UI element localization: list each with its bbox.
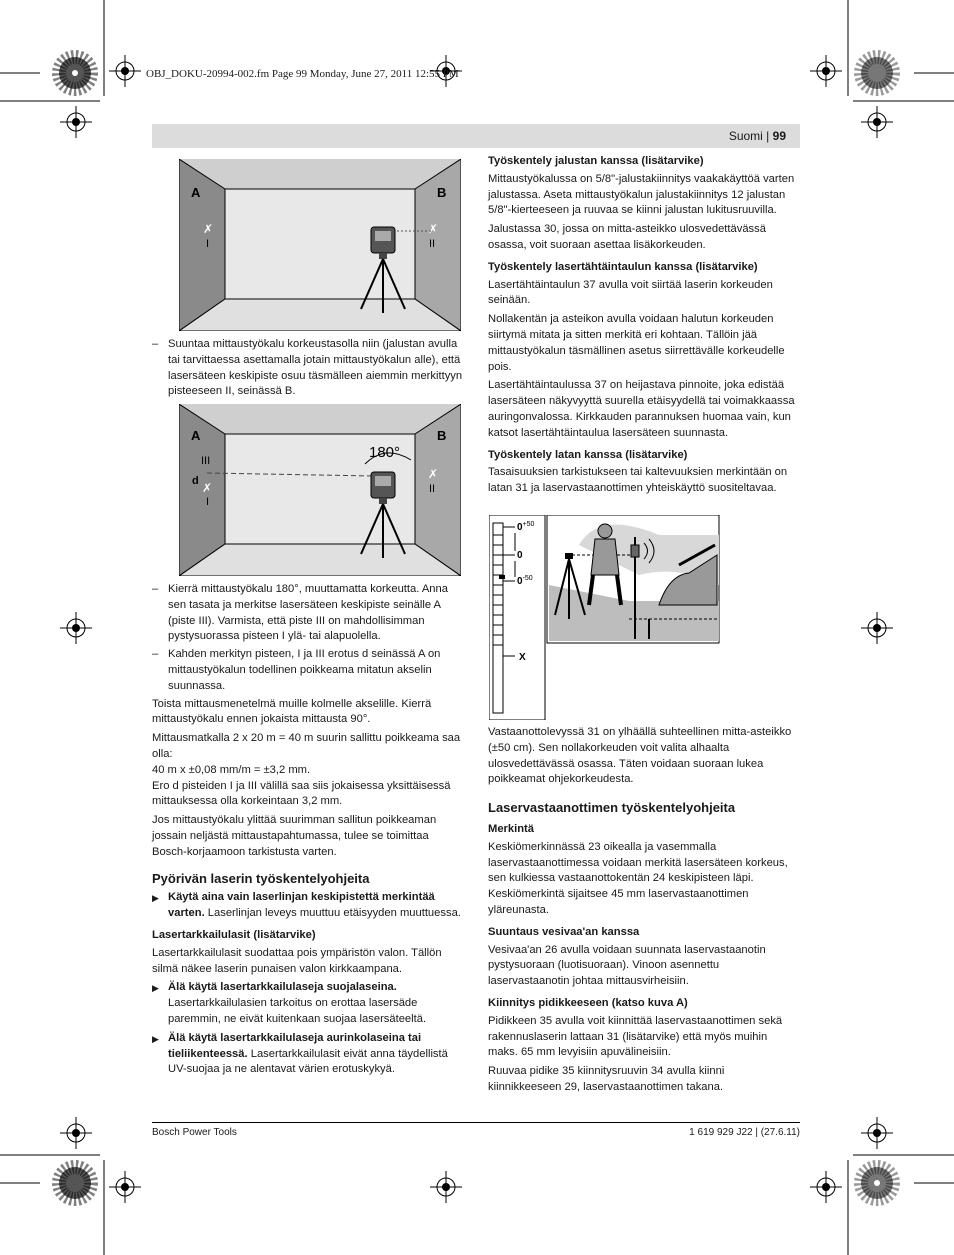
figure-room-measure-1 xyxy=(179,159,461,331)
scale-minus50: $0^{-50}$ xyxy=(517,575,533,587)
paragraph-tripod-2: Jalustassa 30, jossa on mitta-asteikko ulosvedettävässä osassa, voit suoraan asettaa lisäkorkeuden. xyxy=(488,223,766,251)
point-ii-label: II xyxy=(429,238,436,250)
right-column xyxy=(488,154,800,500)
wall-b-label: B xyxy=(437,185,447,200)
paragraph-spirit-level: Vesivaa'an 26 avulla voidaan suunnata laservastaanotin pystysuoraan (luotisuoraan). Vinoon asennettu laservastaanotin johtaa mittausvirheisiin. xyxy=(488,943,766,988)
point-ii-label: II xyxy=(429,483,436,495)
heading-holder: Kiinnitys pidikkeeseen (katso kuva A) xyxy=(488,996,688,1009)
paragraph-holder-1: Pidikkeen 35 avulla voit kiinnittää laservastaanottimen sekä rakennuslaserin lattaan 31 (lisätarvike) että myös muihin maks. 65 mm levyisiin apuvälineisiin. xyxy=(488,1014,783,1059)
paragraph-marking: Keskiömerkinnässä 23 oikealla ja vasemmalla laservastaanottimessa voidaan merkitä lasersäteen korkeus, sen kulkiessa vastaanottokentän 24 keskipisteen läpi. Keskiömerkintä sijaitsee 45 mm laservastaanottimen yläreunasta. xyxy=(488,840,788,916)
bullet-not-sunglasses: ▶ Älä käytä lasertarkkailulaseja aurinkolaseina tai tieliikenteessä. Lasertarkkailulasit eivät anna täydellistä UV-suojaa ja ne alentavat värien erotuskykyä. xyxy=(152,1031,448,1076)
paragraph-holder-2: Ruuvaa pidike 35 kiinnitysruuvin 34 avulla kiinni kiinnikkeeseen 29, laservastaanottimen takana. xyxy=(488,1065,725,1093)
heading-tripod: Työskentely jalustan kanssa (lisätarvike) xyxy=(488,155,704,167)
marker-x-right: ✗ xyxy=(428,467,439,481)
heading-target-plate: Työskentely lasertähtäintaulun kanssa (lisätarvike) xyxy=(488,260,758,273)
step-difference: – Kahden merkityn pisteen, I ja III erotus d seinässä A on mittaustyökalun todellinen poikkeama mitatun akselin suunnassa. xyxy=(152,648,441,692)
paragraph-target-1: Lasertähtäintaulun 37 avulla voit siirtää laserin korkeuden seinään. xyxy=(488,278,773,307)
paragraph-rod: Tasaisuuksien tarkistukseen tai kaltevuuksien merkintään on latan 31 ja laservastaanottimen yhteiskäyttö suositeltavaa. xyxy=(488,466,788,495)
heading-work-instructions: Pyörivän laserin työskentelyohjeita xyxy=(152,870,370,886)
marker-x-left: ✗ xyxy=(202,481,213,495)
heading-marking: Merkintä xyxy=(488,822,535,835)
point-i-label: I xyxy=(206,496,210,508)
footer-rule xyxy=(152,1122,800,1123)
wall-a-label: A xyxy=(191,428,201,443)
heading-glasses: Lasertarkkailulasit (lisätarvike) xyxy=(152,928,316,941)
paragraph-rod-scale: Vastaanottolevyssä 31 on ylhäällä suhteellinen mitta-asteikko (±50 cm). Sen nollakorkeuden voit valita alhaalta ulosvedettävässä osassa. Täten voidaan suoraan lukea poikkeamat ohjekorkeudesta. xyxy=(488,726,792,786)
paragraph-target-3: Lasertähtäintaulussa 37 on heijastava pinnoite, joka edistää lasersäteen näkyvyyttä suurella etäisyydellä tai voimakkaassa auringonvalossa. Kirkkauden parannuksen huomaa vain, kun katsot lasertähtäintaulua lasersäteen suunnasta. xyxy=(488,379,795,439)
page-header-bar xyxy=(152,124,800,148)
heading-rod: Työskentely latan kanssa (lisätarvike) xyxy=(488,448,688,461)
right-column-lower xyxy=(488,725,800,1099)
footer-right: 1 619 929 J22 | (27.6.11) xyxy=(689,1127,800,1138)
footer-left: Bosch Power Tools xyxy=(152,1127,237,1138)
left-column xyxy=(152,337,466,402)
scale-zero: 0 xyxy=(517,550,523,561)
wall-b-label: B xyxy=(437,428,447,443)
print-info-line: OBJ_DOKU-20994-002.fm Page 99 Monday, June 27, 2011 12:55 PM xyxy=(146,68,459,80)
paragraph-tripod-1: Mittaustyökalussa on 5/8"-jalustakiinnitys vaakakäyttöä varten jalustassa. Aseta mittaustyökalun jalustakiinnitys 12 jalustan 5/8"-kierteeseen ja ruuvaa se kiinni jalustan lukitusruuvilla. xyxy=(488,172,795,217)
page-number: Suomi | 99 xyxy=(728,129,786,143)
paragraph-glasses: Lasertarkkailulasit suodattaa pois ympäristön valon. Tällön silmä näkee laserin punaisen valon kirkkaampana. xyxy=(152,946,442,975)
bullet-not-safety-glasses: ▶ Älä käytä lasertarkkailulaseja suojalaseina. Lasertarkkailulasien tarkoitus on erottaa lasersäde paremmin, ne eivät kuitenkaan suojaa lasersäteeltä. xyxy=(152,981,427,1025)
marker-x-left: ✗ xyxy=(203,222,214,236)
heading-spirit-level: Suuntaus vesivaa'an kanssa xyxy=(488,925,640,938)
paragraph-service: Jos mittaustyökalu ylittää suurimman sallitun poikkeaman jossain neljästä mittaustapahtumassa, tulee se toimittaa Bosch-korjaamoon tarkistusta varten. xyxy=(152,814,437,858)
heading-receiver: Laservastaanottimen työskentelyohjeita xyxy=(488,800,736,816)
distance-d-label: d xyxy=(192,475,199,487)
point-i-label: I xyxy=(206,238,210,250)
step-align: – Suuntaa mittaustyökalu korkeustasolla niin (jalustan avulla tai tarvittaessa asettamalla jotain mittaustyökalun alle), että lasersäteen keskipiste osuu täsmälleen aiemmin merkittyyn pisteeseen II, seinässä B. xyxy=(152,338,463,398)
left-column-lower xyxy=(152,582,466,1081)
marker-x-right: ✗ xyxy=(428,222,439,236)
step-rotate: – Kierrä mittaustyökalu 180°, muuttamatta korkeutta. Anna sen tasata ja merkitse lasersäteen keskipiste seinälle A (piste III). Varmista, että piste III on mahdollisimman pystysuorassa pisteen I ylä- tai alapuolella. xyxy=(152,583,448,643)
wall-a-label: A xyxy=(191,185,201,200)
paragraph-tolerance: Mittausmatkalla 2 x 20 m = 40 m suurin sallittu poikkeama saa olla: 40 m x ±0,08 mm/m = ±3,2 mm. Ero d pisteiden I ja III välillä saa siis jokaisessa yksittäisessä mittauksessa olla korkeintaan 3,2 mm. xyxy=(152,732,461,808)
paragraph-repeat: Toista mittausmenetelmä muille kolmelle akselille. Kierrä mittaustyökalu ennen jokaista mittausta 90°. xyxy=(152,697,432,726)
figure-measuring-rod xyxy=(489,515,721,720)
figure-room-measure-2 xyxy=(179,404,461,576)
rotation-angle-label: 180° xyxy=(369,444,401,461)
scale-x: X xyxy=(519,652,526,663)
bullet-center-point: ▶ Käytä aina vain laserlinjan keskipistettä merkintää varten. Laserlinjan leveys muuttuu etäisyyden muuttuessa. xyxy=(152,891,461,920)
paragraph-target-2: Nollakentän ja asteikon avulla voidaan halutun korkeuden siirtymä mitata ja sitten merkitä eri kohtaan. Tällöin jää mittaustyökalun täsmällinen asetus siirrettävälle korkeudelle pois. xyxy=(488,313,785,373)
scale-plus50: $0^{+50}$ xyxy=(517,521,535,533)
construction-site-scene xyxy=(547,515,719,643)
point-iii-label: III xyxy=(201,455,211,467)
